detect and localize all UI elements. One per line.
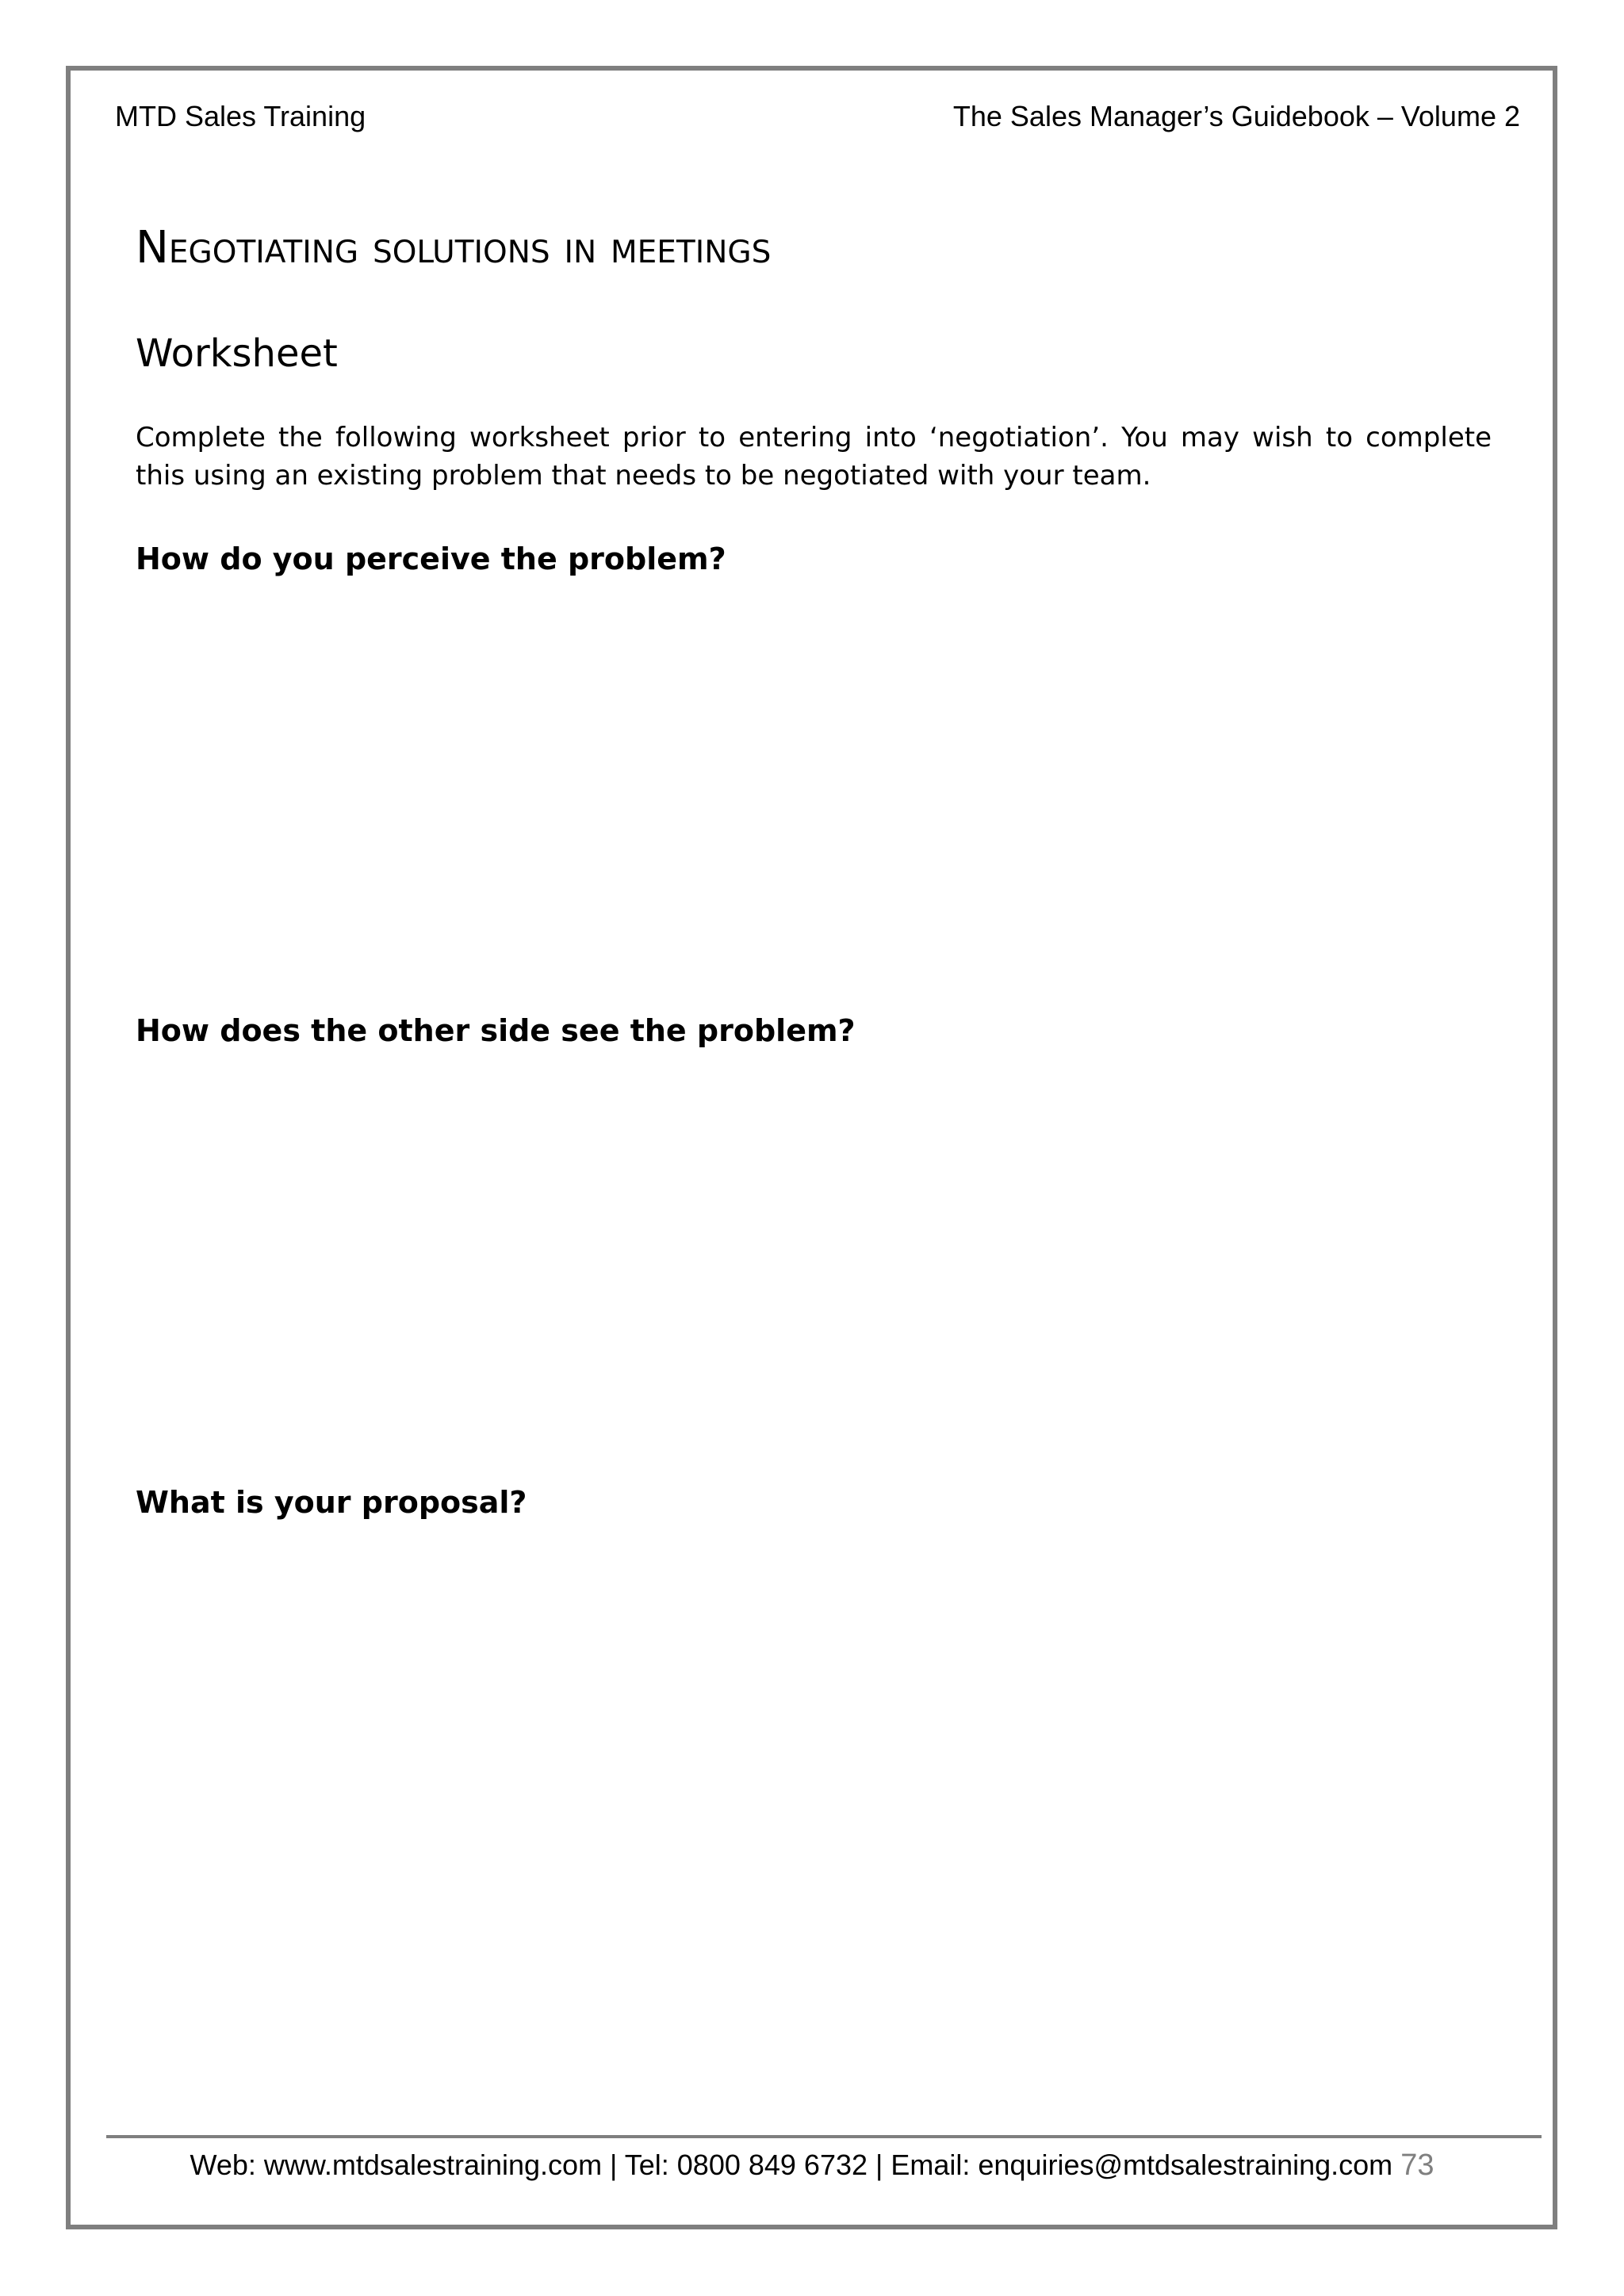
intro-paragraph: Complete the following worksheet prior to entering into ‘negotiation’. You may wish to complete this using an existing problem that needs to be negotiated with your team. xyxy=(136,422,1492,492)
answer-area-perceive-problem[interactable] xyxy=(136,591,1492,987)
page-number: 73 xyxy=(1400,2149,1434,2182)
footer-contact: Web: www.mtdsalestraining.com | Tel: 0800 849 6732 | Email: enquiries@mtdsalestraining.com xyxy=(190,2149,1393,2181)
header-book-title: The Sales Manager’s Guidebook – Volume 2 xyxy=(952,100,1520,132)
section-subtitle: Worksheet xyxy=(136,331,338,376)
question-proposal: What is your proposal? xyxy=(136,1485,527,1520)
header-company: MTD Sales Training xyxy=(115,100,366,132)
question-other-side: How does the other side see the problem? xyxy=(136,1013,856,1048)
footer xyxy=(0,2149,1624,2183)
answer-area-other-side[interactable] xyxy=(136,1062,1492,1459)
answer-area-proposal[interactable] xyxy=(136,1534,1492,2089)
question-perceive-problem: How do you perceive the problem? xyxy=(136,541,726,576)
footer-divider xyxy=(106,2135,1542,2138)
page-title: Negotiating solutions in meetings xyxy=(136,222,772,274)
